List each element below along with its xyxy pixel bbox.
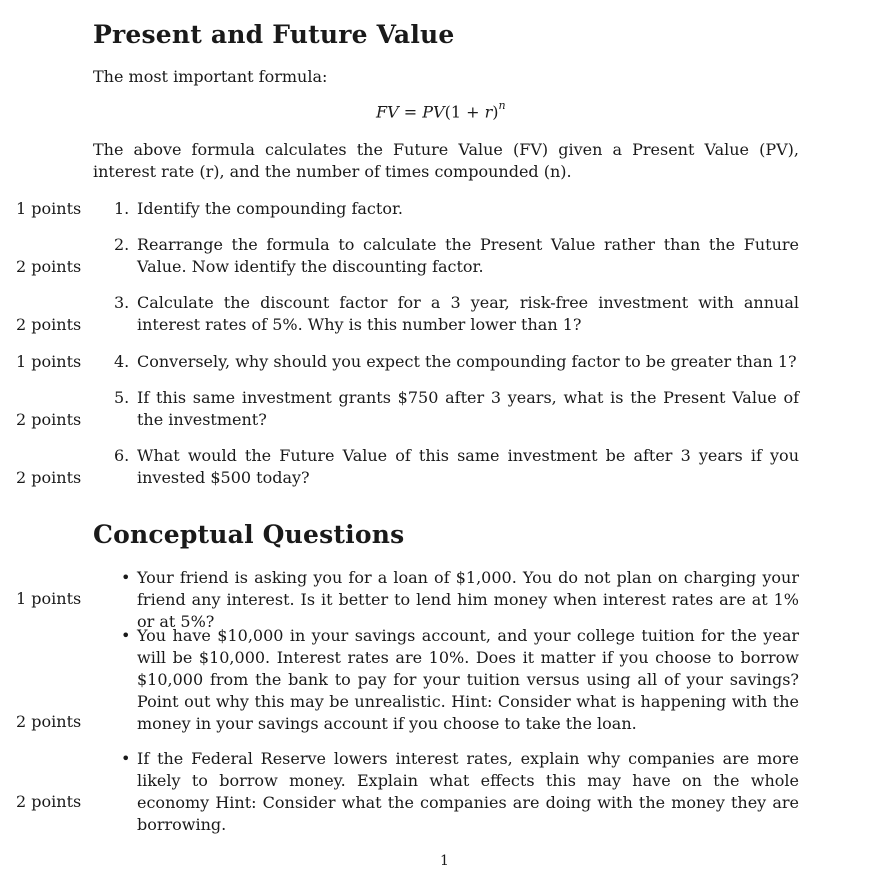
question-text: Identify the compounding factor.	[137, 199, 403, 218]
question-item	[93, 234, 799, 278]
question-item	[93, 198, 799, 220]
formula-exponent: n	[498, 99, 506, 112]
question-points: 1 points	[16, 589, 82, 608]
formula-pv: PV	[422, 102, 445, 122]
question-points: 2 points	[16, 257, 82, 276]
question-text: Rearrange the formula to calculate the Present Value rather than the Future Value. Now identify the discounting factor.	[137, 235, 799, 276]
question-item	[93, 445, 799, 489]
question-points: 2 points	[16, 468, 82, 487]
question-points: 1 points	[16, 199, 82, 218]
bullet-marker: •	[121, 626, 131, 645]
question-text: You have $10,000 in your savings account, and your college tuition for the year will be $10,000. Interest rates are 10%. Does it matter if you choose to borrow $10,000 from the bank to pay for your tuition versus using all of your savings? Point out why this may be unrealistic. Hint: Consider what is happening with the money in your savings account if you choose to take the loan.	[137, 626, 799, 733]
question-item	[93, 351, 799, 373]
question-item	[93, 292, 799, 336]
question-text: Your friend is asking you for a loan of $1,000. You do not plan on charging your friend any interest. Is it better to lend him money when interest rates are at 1% or at 5%?	[137, 568, 799, 631]
question-number: 6.	[114, 446, 130, 465]
question-number: 5.	[114, 388, 130, 407]
question-item	[93, 567, 799, 631]
question-item	[93, 387, 799, 431]
formula-equals: =	[403, 102, 418, 122]
section-title-conceptual-questions: Conceptual Questions	[93, 520, 405, 549]
section-title-present-future-value: Present and Future Value	[93, 20, 455, 49]
fv-formula	[376, 101, 506, 121]
formula-description: The above formula calculates the Future Value (FV) given a Present Value (PV), interest rate (r), and the number of times compounded (n).	[93, 140, 799, 181]
question-number: 2.	[114, 235, 130, 254]
bullet-marker: •	[121, 749, 131, 768]
question-item	[93, 748, 799, 834]
question-number: 4.	[114, 352, 130, 371]
question-points: 1 points	[16, 352, 82, 371]
question-points: 2 points	[16, 712, 82, 731]
question-text: Conversely, why should you expect the compounding factor to be greater than 1?	[137, 352, 797, 371]
question-number: 3.	[114, 293, 130, 312]
question-item	[93, 625, 799, 735]
bullet-marker: •	[121, 568, 131, 587]
question-text: If the Federal Reserve lowers interest rates, explain why companies are more likely to borrow money. Explain what effects this may have on the whole economy Hint: Consider what the companies are doing with the money they are borrowing.	[137, 749, 799, 834]
formula-lhs: FV	[376, 102, 399, 122]
question-points: 2 points	[16, 792, 82, 811]
question-text: What would the Future Value of this same investment be after 3 years if you invested $500 today?	[137, 446, 799, 487]
formula-paren-open: (1 +	[444, 102, 485, 122]
formula-r: r	[484, 102, 493, 122]
question-text: Calculate the discount factor for a 3 year, risk-free investment with annual interest rates of 5%. Why is this number lower than 1?	[137, 293, 799, 334]
formula-paren-close: )	[492, 102, 499, 122]
question-number: 1.	[114, 199, 130, 218]
question-points: 2 points	[16, 410, 82, 429]
page-number: 1	[440, 853, 449, 869]
intro-text: The most important formula:	[93, 67, 328, 86]
question-text: If this same investment grants $750 after 3 years, what is the Present Value of the investment?	[137, 388, 799, 429]
question-points: 2 points	[16, 315, 82, 334]
